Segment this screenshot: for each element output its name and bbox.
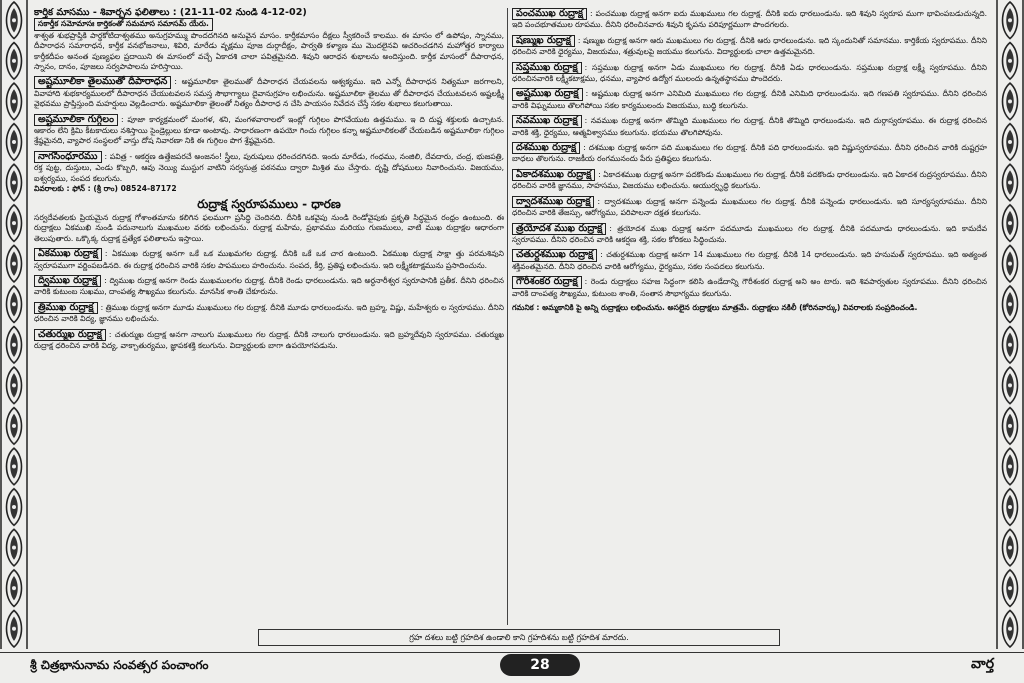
section-heading: దశముఖ రుద్రాక్ష (512, 142, 580, 154)
section-body: సర్వదేవతలకు ప్రియమైన రుద్రాక్ష గోశాంతమాను కలిగిన ఫలముగా ప్రసిద్ధి చెందినది. దీనికి ఒకవైపు నుండి రెండోవైపుకు ప్రకృతి సిద్ధమైన రంధ్రం ఉంటుంది. ఈ రుద్రాక్షలు ఏకముఖి నుండి పదునాలుగు ముఖముల వరకు లభించును. రుద్రాక్ష మహిమ, ప్రభావము మరియు గుణములు, వాటి ముఖ రుద్రాక్షల ఆధారంగా తెలుపుతారు. ఒక్కొక్క రుద్రాక్ష ప్రత్యేక ఫలితాలను ఇస్తాయి. (34, 212, 504, 243)
right-column (512, 8, 987, 625)
section-heading: షణ్ముఖ రుద్రాక్ష (512, 35, 575, 47)
almanac-title: శ్రీ చిత్రభానునామ సంవత్సర పంచాంగం (30, 658, 209, 672)
section-body: : సప్తముఖ రుద్రాక్ష అనగా ఏడు ముఖములు గల రుద్రాక్ష. దీనికి ఏడు ధారలుండును. సప్తముఖ రుద్రాక్ష లక్ష్మీ స్వరూపము. దీనిని ధరించినవారికి లక్ష్మీకటాక్షము, ధనము, వ్యాపార ఉద్యోగ ములందు ఉన్నతస్థానము పొందెదరు. (512, 62, 987, 84)
section-trimukha (34, 302, 504, 325)
section-heading: నాగసింధూరము (34, 151, 102, 163)
section-body: : ద్వాదశముఖ రుద్రాక్ష అనగా పన్నెండు ముఖములు గల రుద్రాక్ష. దీనికి పన్నెండు ధారలుండును. ఇది సూర్యస్వరూపము. దీనిని ధరించిన వారికి తేజస్సు, ఆరోగ్యము, పరిపాలనా దక్షత కలుగును. (512, 196, 987, 218)
section-heading: ద్వాదశముఖ రుద్రాక్ష (512, 196, 594, 208)
section-body: : అష్టమూలికా తైలముతో దీపారాధన చేయవలను ఆశ్వక్యము. ఇది ఎన్నో దీపారాధన నిత్యమూ జరగాలని, వివాహాది శుభకార్యములలో దీపారాధన చేయుటవలన సమస్త సౌభాగ్యాలు దైవానుగ్రహం లభించును. అష్టమూలికా తైలము తో దీపారాధన చేయుటవలన అష్టలక్ష్మీ వైభవము ప్రాప్తిస్తుంది మహర్షులు వెల్లడించారు. అష్టమూలికా తైలంతో నిత్యం దీపారాధ న చేసి పాయసం నివేదన చేస్తే సకల శుభాలు కలుగుతాయి. (34, 77, 504, 109)
bottom-quote-box: గ్రహ దశలు బట్టి గ్రహదిశ ఉండాలి కాని గ్రహదిశను బట్టి గ్రహదిశ మారదు. (258, 629, 780, 646)
section-body: : ఏకముఖ రుద్రాక్ష అనగా ఒకే ఒక ముఖమగల రుద్రాక్ష. దీనికి ఒకే ఒక చార ఉంటుంది. ఏకముఖ రుద్రాక్ష సాక్షా త్తు పరమశివుని స్వరూపముగా వర్ణింపబడినది. ఈ రుద్రాక్ష ధరించిన వారికి సకల పాపములు హరించును. సంపద, కీర్తి, ప్రతిష్ఠ లభించును. ఇది లక్ష్మీకటాక్షమును ప్రసాదించును. (34, 249, 504, 270)
section-intro (34, 213, 504, 244)
section-heading: అష్టమూలికా తైలముతో దీపారాధన (34, 76, 171, 88)
section-chaturdashamukha (512, 249, 987, 272)
section-body: : దశముఖ రుద్రాక్ష అనగా పది ముఖములు గల రుద్రాక్ష. దీనికి పది ధారలుండును. ఇది విష్ణుస్వరూపము. దీనిని ధరించిన వారికి దుష్టగ్రహ బాధలు తొలగును. రాజకీయ రంగమునందు పేరు ప్రతిష్ఠలు కలుగును. (512, 143, 987, 164)
section-dashamukha (512, 142, 987, 165)
section-heading: ద్విముఖ రుద్రాక్ష (34, 275, 101, 287)
section-ashtamukha (512, 88, 987, 111)
section-shanmukha (512, 35, 987, 58)
section-heading: నవముఖ రుద్రాక్ష (512, 115, 582, 127)
section-heading: కార్తీక మాసము - శివార్చన ఫలితాలు : (21-11-02 నుండి 4-12-02) (34, 8, 307, 18)
contact-line: వివరాలకు : ఫోన్ : (శ్రీ రాం) 08524-87172 (34, 184, 177, 194)
section-panchamukha (512, 8, 987, 31)
section-saptamukha (512, 62, 987, 85)
section-heading: అష్టమూలికా గుగ్గిలం (34, 114, 118, 126)
section-ekadashamukha (512, 169, 987, 192)
section-body: : పూజా కార్యక్రమంలో మంగళ, శని, మంగళవారాలలో ఇంట్లో గుగ్గిలం పొగవేయుట ఉత్తమము. ఇ ది దుష్ట శక్తులకు ఉచ్చాటన. ఆకారం లేని క్రిమి కీటకాదులు నశిస్తాయి సైండ్రెల్లులు కూడా అంటావు. సాధారణంగా ఉపయో గించు గుగ్గిలం కన్నా అష్టమూలికలతో చేయబడిన అష్టమూలికా గుగ్గిలం శ్రేష్ఠమైనది, వ్యాపార సంస్థలలో వాస్తు దోష నివారణా నికి ఈ గుగ్గిలం పొగ శ్రేష్ఠమైనది. (34, 114, 504, 146)
section-dwadashamukha (512, 196, 987, 219)
left-ornamental-border (0, 0, 28, 649)
section-heading: పంచముఖ రుద్రాక్ష (512, 8, 587, 20)
section-body: : షణ్ముఖ రుద్రాక్ష అనగా ఆరు ముఖములు గల రుద్రాక్ష. దీనికి ఆరు ధారలుండును. ఇది స్కందునితో సమానము. కార్తికేయ స్వరూపము. దీనిని ధరించిన వారికి ధైర్యము, విజయము, శత్రువులపై జయము కలుగును. విద్యార్థులకు చాలా ఉత్తమమైనది. (512, 35, 987, 57)
section-heading: గౌరీశంకర రుద్రాక్ష (512, 276, 582, 288)
section-dwimukha (34, 275, 504, 298)
footer-divider (0, 652, 1024, 653)
section-body: : త్రయోదశ ముఖ రుద్రాక్ష అనగా పదమూడు ముఖములు గల రుద్రాక్ష. దీనికి పదమూడు ధారలుండును. ఇది కామదేవ స్వరూపము. దీనిని ధరించిన వారికి ఆకర్షణ శక్తి, సకల కోరికలు సిద్ధించును. (512, 223, 987, 244)
right-ornamental-border (996, 0, 1024, 649)
section-body: : ఏకాదశముఖ రుద్రాక్ష అనగా పదకొండు ముఖములు గల రుద్రాక్ష. దీనికి పదకొండు ధారలుండును. ఇది ఏకాదశ రుద్రస్వరూపము. దీనిని ధరించిన వారికి జ్ఞానము, సాహసము, విజయము లభించును. ఆయుర్వృద్ధి కలుగును. (512, 169, 987, 191)
section-subheading: సకార్తీక సమోమాసః కార్తికంతో సమమాస సమాసమ్ యేరు. (34, 18, 213, 30)
section-body: శాశ్వత శుభప్రాప్తికి పార్థకోటిదాశ్వతము అనుగ్రహమ్ము పొందదగినది అనువైన మాసం. కార్తీకమాసం దీక్షలు స్వీకరించే కాలము. ఈ మాసం లో ఉపోషం, స్నానము, దీపారాధన సమారాధన, కార్తీక వనభోజనాలు, శివిరి, మారేడు వృక్షము పూజ దుర్గాదీక్షం, పార్వతి కళ్యాణ ము మొదలైనవి ఆచరించడగిన మహోత్తర కార్యాలు కార్తీకదీపం అనంత పుణ్యఫల ప్రదాయిని ఈ మాసంలో వచ్చే ఏకాదశి చాలా పవిత్రమైనది. శివుని ఆరాధన శుభాలను అందిస్తుంది. కార్తీక మాసంలో దీపారాధన, స్నానం, దానం, పూజలు సర్వపాపాలను హరిస్తాయి. (34, 30, 504, 72)
section-heading: త్రయోదశ ముఖ రుద్రాక్ష (512, 223, 606, 235)
section-ashtamoolika-tailam (34, 76, 504, 109)
publisher-logo: వార్త (971, 656, 994, 672)
column-divider (507, 8, 508, 625)
section-heading: అష్టముఖ రుద్రాక్ష (512, 88, 583, 100)
section-body: : చతుర్దశముఖ రుద్రాక్ష అనగా 14 ముఖములు గల రుద్రాక్ష. దీనికి 14 ధారలుండును. ఇది హనుమత్ స్వరూపము. ఇది అత్యంత శక్తివంతమైనది. దీనిని ధరించిన వారికి ఆరోగ్యము, ధైర్యము, సకల సంపదలు కలుగును. (512, 250, 987, 271)
section-ashtamoolika-guggilam (34, 114, 504, 147)
section-nagasindhooram (34, 151, 504, 195)
section-body: : రెండు రుద్రాక్షలు సహజ సిద్ధంగా కలిసి ఉండేదాన్ని గౌరీశంకర రుద్రాక్ష అని అం టారు. ఇది శివపార్వతుల స్వరూపము. దీనిని ధరించిన వారికి దాంపత్య సౌఖ్యము, కుటుంబ శాంతి, సంతాన సౌభాగ్యము కలుగును. (512, 277, 987, 298)
section-heading: ఏకముఖ రుద్రాక్ష (34, 248, 102, 260)
left-column (34, 8, 504, 625)
section-chaturmukha (34, 329, 504, 352)
section-heading: త్రిముఖ రుద్రాక్ష (34, 302, 98, 314)
section-body: : పవిత్ర - ఆకర్షణ ఉత్తేజపరచే అంజనం! స్త్రీలు, పురుషులు ధరించదగినది. ఇందు మారేడు, గంధము, నంజిలి, దేవదారు, చంద్ర, భుజపత్రి, రక్త పుట్ట, దుస్తులు, ఎండు కొబ్బరి, ఆవు నెయ్యి ముస్టుగ వాటిని సర్వసుత్ర పఠనము ద్వారా మిశ్రిత ము చేస్తారు. దృష్టి దోషములు నివారించును. విజయము, ఐశ్వర్యము, సంపద కలుగును. (34, 151, 504, 183)
section-trayodashamukha (512, 223, 987, 246)
section-body: : త్రిముఖ రుద్రాక్ష అనగా మూడు ముఖములు గల రుద్రాక్ష. దీనికి మూడు ధారలుండును. ఇది బ్రహ్మ, విష్ణు, మహేశ్వరు ల స్వరూపము. దీనిని ధరించిన వారికి విద్య, జ్ఞానము లభించును. (34, 302, 504, 324)
section-body: : నవముఖ రుద్రాక్ష అనగా తొమ్మిది ముఖములు గల రుద్రాక్ష. దీనికి తొమ్మిది ధారలుండును. ఇది దుర్గాస్వరూపము. ఈ రుద్రాక్ష ధరించిన వారికి శక్తి, ధైర్యము, ఆత్మవిశ్వాసము కలుగును. భయము తొలగిపోవును. (512, 116, 987, 137)
section-note (512, 303, 987, 313)
rudraksha-title: రుద్రాక్ష స్వరూపములు - ధారణ (197, 196, 341, 211)
section-body: : అష్టముఖ రుద్రాక్ష అనగా ఎనిమిది ముఖములు గల రుద్రాక్ష. దీనికి ఎనిమిది ధారలుండును. ఇది గణపతి స్వరూపము. దీనిని ధరించిన వారికి విఘ్నములు తొలగిపోయి సకల కార్యములందు విజయము, బుద్ధి కలుగును. (512, 89, 987, 110)
page-number: 28 (500, 654, 580, 676)
section-navamukha (512, 115, 987, 138)
section-gaurishankar (512, 276, 987, 299)
section-heading: సప్తముఖ రుద్రాక్ష (512, 62, 582, 74)
section-body: : పంచముఖ రుద్రాక్ష అనగా ఐదు ముఖములు గల రుద్రాక్ష. దీనికి ఐదు ధారలుండును. ఇది శివుని స్వరూప ముగా భావింపబడుచున్నది. ఇది పంచభూతముల రూపము. దీనిని ధరించినవారు శివుని కృపను పరిపూర్ణముగా పొందగలరు. (512, 9, 987, 30)
note-text: గమనిక : అమ్మకానికి పై అన్ని రుద్రాక్షలు లభించును. అసలైన రుద్రాక్షలు మాత్రమే. రుద్రాక్షలు నకిలీ (కోరినవార్కు) వివరాలకు సంప్రదించండి. (512, 302, 918, 312)
section-body: : ద్విముఖ రుద్రాక్ష అనగా రెండు ముఖములగల రుద్రాక్ష. దీనికి రెండు ధారలుండును. ఇది అర్ధనారీశ్వర స్వరూపానికి ప్రతీక. దీనిని ధరించిన వారికి కుటుంబ సుఖము, దాంపత్య సౌఖ్యము కలుగును. మానసిక శాంతి చేకూరును. (34, 275, 504, 297)
section-karthika-masam (34, 8, 504, 72)
section-body: : చతుర్ముఖ రుద్రాక్ష అనగా నాలుగు ముఖములు గల రుద్రాక్ష. దీనికి నాలుగు ధారలుండును. ఇది బ్రహ్మదేవుని స్వరూపము. చతుర్ముఖ రుద్రాక్ష ధరించిన వారికి విద్య, వాక్చాతుర్యము, జ్ఞాపకశక్తి కలుగును. విద్యార్థులకు బాగా ఉపయోగపడును. (34, 329, 504, 350)
page-footer (30, 654, 994, 680)
section-heading: చతుర్దశముఖ రుద్రాక్ష (512, 249, 597, 261)
section-heading: చతుర్ముఖ రుద్రాక్ష (34, 329, 106, 341)
section-ekamukha (34, 248, 504, 271)
section-heading: ఏకాదశముఖ రుద్రాక్ష (512, 169, 595, 181)
